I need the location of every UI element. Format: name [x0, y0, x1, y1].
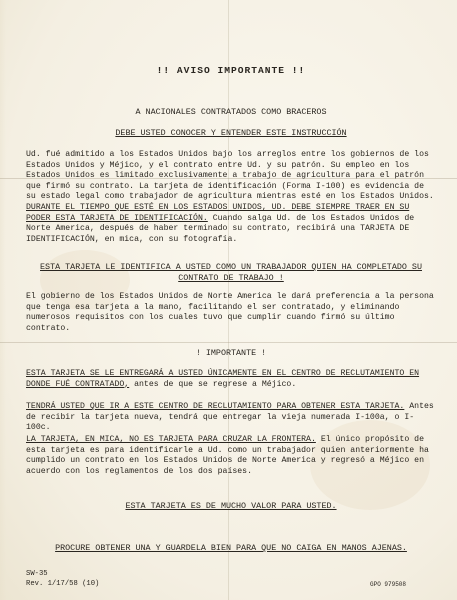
paragraph-obtain-underlined: TENDRÁ USTED QUE IR A ESTE CENTRO DE RECLUTAMIENTO PARA OBTENER ESTA TARJETA. — [26, 402, 405, 411]
heading-important: ! IMPORTANTE ! — [195, 348, 267, 358]
paragraph-recruitment-center — [26, 369, 436, 390]
paragraph-admission-text: Ud. fué admitido a los Estados Unidos bajo los arreglos entre los gobiernos de los Estados Unidos y Méjico, y el contrato entre Ud. y su patrón. Su empleo en los Estados Unidos es limitado exclusivamente a trabajo de agricultura para el patrón que firmó su contrato. La tarjeta de identificación (Forma I-100) es evidencia de su estado legal como trabajador de agricultura mientras esté en los Estados Unidos. — [26, 150, 434, 202]
heading-identifies: ESTA TARJETA LE IDENTIFICA A USTED COMO UN TRABAJADOR QUIEN HA COMPLETADO SU CONTRATO DE TRABAJO ! — [40, 262, 422, 283]
revision-date: Rev. 1/17/58 (10) — [26, 580, 100, 588]
paragraph-recruitment-underlined: ESTA TARJETA SE LE ENTREGARÁ A USTED ÚNICAMENTE EN EL CENTRO DE RECLUTAMIENTO EN DONDE FUÉ CONTRATADO, — [26, 369, 420, 389]
paragraph-obtain-card — [26, 402, 436, 434]
heading-valuable: ESTA TARJETA ES DE MUCHO VALOR PARA USTED. — [125, 501, 337, 511]
paragraph-border-rest: El único propósito de esta tarjeta es para identificarle a Ud. como un trabajador quien anteriormente ha cumplido un contrato en los Estados Unidos de Norte America y regresó a Méjico en acuerdo con los reglamentos de los dos países. — [26, 435, 429, 476]
gpo-number: GPO 979508 — [370, 581, 407, 588]
paragraph-border — [26, 435, 436, 477]
heading-braceros: A NACIONALES CONTRATADOS COMO BRACEROS — [135, 107, 327, 117]
paragraph-border-underlined: LA TARJETA, EN MICA, NO ES TARJETA PARA CRUZAR LA FRONTERA. — [26, 435, 316, 444]
paragraph-admission — [26, 150, 436, 245]
form-number: SW-35 — [26, 570, 48, 578]
document-title: !! AVISO IMPORTANTE !! — [156, 65, 306, 76]
heading-instruction: DEBE USTED CONOCER Y ENTENDER ESTE INSTRUCCIÓN — [115, 128, 347, 138]
paragraph-admission-underlined: DURANTE EL TIEMPO QUE ESTÉ EN LOS ESTADOS UNIDOS, UD. DEBE SIEMPRE TRAER EN SU PODER ESTA TARJETA DE IDENTIFICACIÓN. — [26, 202, 410, 223]
heading-keep-safe: PROCURE OBTENER UNA Y GUARDELA BIEN PARA QUE NO CAIGA EN MANOS AJENAS. — [55, 543, 407, 553]
paragraph-preference: El gobierno de los Estados Unidos de Norte America le dará preferencia a la persona que tenga esa tarjeta a la mano, facilitando el ser contratado, y eliminando numerosos requisitos con los cuales tuvo que cumplir cuando firmó su último contrato. — [26, 292, 434, 333]
paragraph-recruitment-rest: antes de que se regrese a Méjico. — [134, 379, 297, 389]
paragraph-obtain-rest: Antes de recibir la tarjeta nueva, tendrá que entregar la vieja numerada I-100a, o I-100c. — [26, 402, 434, 433]
paragraph-admission-rest: Cuando salga Ud. de los Estados Unidos de Norte America, después de haber terminado su contrato, recibirá una TARJETA DE IDENTIFICACIÓN, en mica, con su fotografía. — [26, 213, 415, 244]
